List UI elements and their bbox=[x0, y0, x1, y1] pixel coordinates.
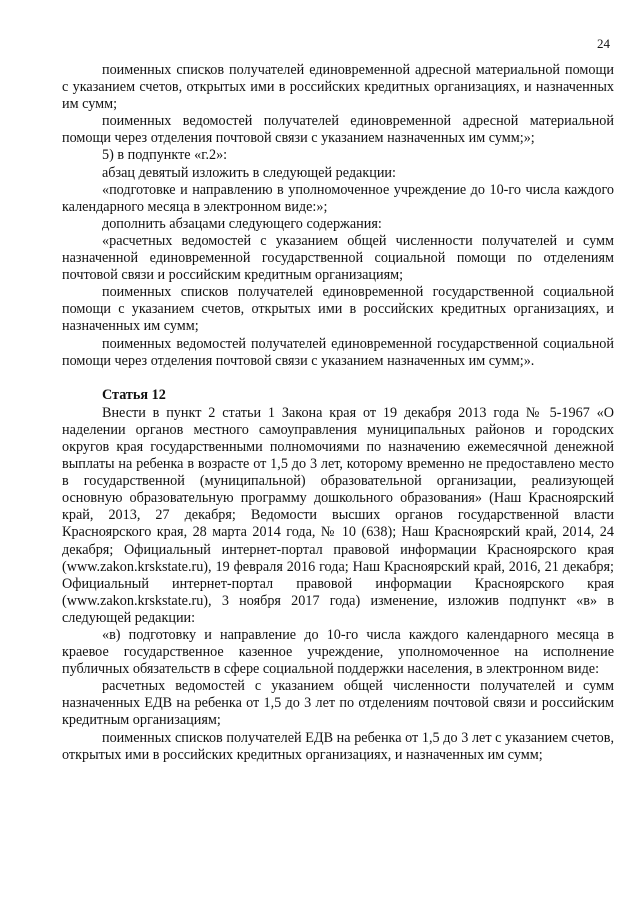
paragraph: поименных списков получателей единовременной государственной социальной помощи с указанием счетов, открытых ими в российских кредитных организациях, и назначенных им сумм; bbox=[62, 284, 614, 335]
paragraph: абзац девятый изложить в следующей редакции: bbox=[102, 164, 396, 181]
article-item: поименных списков получателей ЕДВ на ребенка от 1,5 до 3 лет с указанием счетов, открытых ими в российских кредитных организациях, и назначенных им сумм; bbox=[62, 729, 614, 763]
article-title: Статья 12 bbox=[102, 386, 166, 403]
paragraph: поименных ведомостей получателей единовременной государственной социальной помощи через отделения почтовой связи с указанием назначенных им сумм;». bbox=[62, 335, 614, 369]
paragraph: дополнить абзацами следующего содержания: bbox=[102, 215, 382, 232]
document-body bbox=[62, 62, 614, 764]
article-item: расчетных ведомостей с указанием общей численности получателей и сумм назначенных ЕДВ на ребенка от 1,5 до 3 лет по отделениям почтовой связи и российским кредитным организациям; bbox=[62, 678, 614, 729]
paragraph: «расчетных ведомостей с указанием общей численности получателей и сумм назначенной единовременной государственной социальной помощи по отделениям почтовой связи и российским кредитным организациям; bbox=[62, 232, 614, 284]
paragraph: 5) в подпункте «г.2»: bbox=[102, 147, 228, 164]
article-intro: Внести в пункт 2 статьи 1 Закона края от 19 декабря 2013 года № 5-1967 «О наделении органов местного самоуправления муниципальных районов и городских округов края государственными полномочиями по назначению ежемесячной денежной выплаты на ребенка в возрасте от 1,5 до 3 лет, которому временно не предоставлено место в государственной (муниципальной) образовательной организации, реализующей основную образовательную программу дошкольного образования» (Наш Красноярский край, 2013, 27 декабря; Ведомости высших органов государственной власти Красноярского края, 28 марта 2014 года, № 10 (638); Наш Красноярский край, 2014, 24 декабря; Официальный интернет-портал правовой информации Красноярского края (www.zakon.krskstate.ru), 19 февраля 2016 года; Наш Красноярский край, 2016, 21 декабря; Официальный интернет-портал правовой информации Красноярского края (www.zakon.krskstate.ru), 3 ноября 2017 года) изменение, изложив подпункт «в» в следующей редакции: bbox=[62, 404, 614, 626]
paragraph: поименных списков получателей единовременной адресной материальной помощи с указанием счетов, открытых ими в российских кредитных организациях, и назначенных им сумм; bbox=[62, 62, 614, 113]
article-item: «в) подготовку и направление до 10-го числа каждого календарного месяца в краевое государственное казенное учреждение, уполномоченное на исполнение публичных обязательств в сфере социальной поддержки населения, в электронном виде: bbox=[62, 627, 614, 678]
page-number: 24 bbox=[597, 36, 610, 51]
paragraph: «подготовке и направлению в уполномоченное учреждение до 10-го числа каждого календарного месяца в электронном виде:»; bbox=[62, 181, 614, 215]
paragraph: поименных ведомостей получателей единовременной адресной материальной помощи через отделения почтовой связи с указанием назначенных им сумм;»; bbox=[62, 113, 614, 147]
